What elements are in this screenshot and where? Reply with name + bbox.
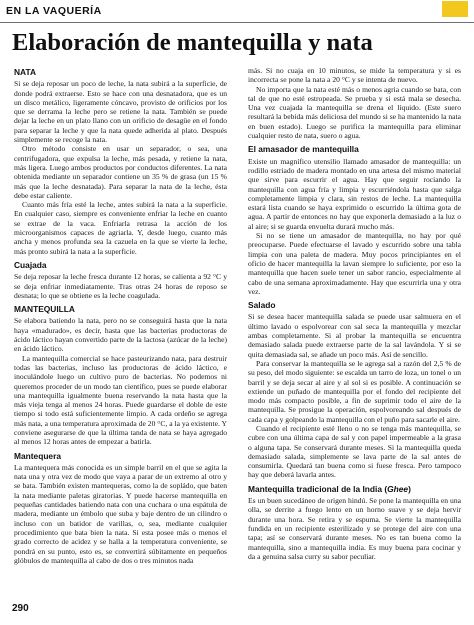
- paragraph: más. Si no cuaja en 10 minutos, se mide la temperatura y si es incorrecta se pone la nata a 20 °C y se intenta de nuevo.: [248, 66, 461, 85]
- running-header: [0, 0, 474, 23]
- paragraph: Si no se tiene un amasador de mantequilla, no hay por qué preocuparse. Puede efectuarse el lavado y escurrido sobre una tabla limpia con una paleta de madera. Muy pocos principiantes en el oficio de hacer mantequilla la lavan siempre lo suficiente, por eso la mantequilla que hacen suele tener un sabor rancio, especialmente al cabo de una semana aproximadamente. Hay que escurrirla una y otra vez.: [248, 231, 461, 296]
- paragraph: Es un buen sucedáneo de origen hindú. Se pone la mantequilla en una olla, se derrite a fuego lento en un horno suave y se deja hervir durante una hora. Se retira y se espuma. Se vierte la mantequilla fundida en un recipiente esterilizado y se protege del aire con una tapa; así se conservará durante meses. No es tan buena como la mantequilla, sino a mantequilla india. Es muy buena para cocinar y da a genuina salsa curry su sabor peculiar.: [248, 496, 461, 561]
- paragraph: Se deja reposar la leche fresca durante 12 horas, se calienta a 92 °C y se deja enfriar inmediatamente. Tras otras 24 horas de reposo se desnata; lo que se obtiene es la leche coagulada.: [14, 272, 227, 300]
- paragraph: Cuando el recipiente esté lleno o no se tenga más mantequilla, se cubre con una última capa de sal y con papel impermeable a la grasa o alguna tapa. Se conservará durante meses. Si la mantequilla queda demasiado salada, simplemente se lava parte de la sal antes de consumirla. Quedará tan buena como si fuese fresca. Pero tampoco hay que deberá lavarla antes.: [248, 423, 461, 480]
- header-tab-marker: [442, 1, 468, 17]
- paragraph: La mantequilla comercial se hace pasteurizando nata, para destruir todas las bacterias, incluso las productoras de ácido láctico, e inoculándole luego un cultivo puro de bacterias. No podemos ni queremos proceder de un modo tan científico, pues se puede elaborar una mantequilla igualmente buena reservando la nata hasta que la más vieja tenga al menos 24 horas. Puede guardarse el doble de este tiempo si todo está suficientemente limpio. A cada ordeño se agrega más nata, a una temperatura aproximada de 20 °C, a la ya existente. Y conviene asegurarse de que la última tanda de nata se haya agregado al menos 12 horas antes de empezar a batirla.: [14, 353, 227, 447]
- heading-ghee-main: Mantequilla tradicional de la India (: [248, 483, 388, 494]
- heading-cuajada: Cuajada: [14, 259, 47, 270]
- paragraph: Existe un magnífico utensilio llamado amasador de mantequilla: un rodillo estriado de madera montado en una artesa del mismo material que sirve para escurrir el agua. Hay que seguir rociando la mantequilla con agua fría y limpia y escurriéndola hasta que salga completamente limpia y clara, sin restos de leche. La mantequilla estará lista cuando se haya exprimido o escurrido la última gota de agua. A partir de entonces no hay que exponerla demasiado a la luz o al aire; si se guarda envuelta durará mucho más.: [248, 156, 461, 231]
- heading-salado: Salado: [248, 300, 276, 311]
- page-number: 290: [12, 603, 29, 614]
- heading-nata: NATA: [14, 67, 37, 77]
- paragraph: Cuanto más fría esté la leche, antes subirá la nata a la superficie. En cualquier caso, siempre es conveniente enfriar la leche en cuanto se extrae de la vaca. Enfriarla retrasa la acción de los microorganismos capaces de agriarla. Y, desde luego, cuanto más ancha y menos profunda sea la cazuela en la que se vierte la leche, más pronto subirá la nata a la superficie.: [14, 200, 227, 256]
- paragraph: Otro método consiste en usar un separador, o sea, una centrifugadora, que expulsa la leche, más pesada, y retiene la nata, más ligera. Luego ambos productos por conductos diferentes. La nata obtenida mediante un separador contiene un 35 % de grasa (un 15 % más que la leche desnatada). Para separar la nata de la leche, ésta debe estar caliente.: [14, 144, 227, 200]
- heading-mantequilla: MANTEQUILLA: [14, 304, 75, 315]
- paragraph: Se elabora batiendo la nata, pero no se conseguirá hasta que la nata haya «madurado», es decir, hasta que las bacterias productoras de ácido láctico hayan convertido parte de la lactosa (azúcar de la leche) en ácido láctico.: [14, 316, 227, 354]
- section-label: EN LA VAQUERÍA: [6, 5, 102, 17]
- heading-mantequera: Mantequera: [14, 450, 62, 461]
- heading-ghee: [248, 485, 461, 494]
- paragraph: La mantequera más conocida es un simple barril en el que se agita la nata una y otra vez de modo que vaya a parar de un extremo al otro y se bata. También existen mantequeras, como la de sopládo, que baten la nata mediante paletas giratorias. Y puede hacerse mantequilla en pequeñas cantidades batiendo nata con una cuchara o una espátula de madera, mediante un émbolo que suba y baje dentro de un cilindro o incluso con un batidor de varillas, o, sea, mediante cualquier procedimiento que bata bien la nata. Si esta posee más o menos el grado correcto de acidez y se halla a la temperatura conveniente, se pondrá en su punto, esto es, se convertirá súbitamente en pequeños glóbulos de mantequilla al cabo de dos o tres minutos nada: [14, 462, 227, 565]
- paragraph: Para conservar la mantequilla se le agrega sal a razón del 2,5 % de su peso, del modo siguiente: se escalda un tarro de loza, un tonel o un barril y se deja secar al aire y al sol si es posible. A continuación se extiende un puñado de mantequilla por el fondo del recipiente del modo más compacto posible, a fin de suprimir todo el aire de la mantequilla. Se prosigue la operación, espolvoreando sal después de cada capa y golpeando la mantequilla con el puño para sacarle el aire.: [248, 358, 461, 424]
- paragraph: No importa que la nata esté más o menos agria cuando se bata, con tal de que no esté estropeada. Se prueba y si está mala se desecha. Una vez cuajada la mantequilla se drena el líquido. (Este suero resultará la bebida más deliciosa del mundo si se ha mantenido la nata en buen estado). Luego se purifica la mantequilla para eliminar cualquier resto de nata, suero o agua.: [248, 84, 461, 141]
- right-column: [248, 66, 461, 561]
- paragraph: Si se desea hacer mantequilla salada se puede usar salmuera en el último lavado o espolvorear con sal seca la mantequilla y mezclar ambas completamente. Si al probar la mantequilla se encuentra demasiado salada puede extraerse parte de la sal lavándola. Y si se quita demasiada sal, se añade un poco más. Así de sencillo.: [248, 312, 461, 359]
- heading-amasador: El amasador de mantequilla: [248, 144, 359, 155]
- left-column: [14, 68, 227, 565]
- heading-ghee-close: ): [408, 483, 411, 494]
- heading-ghee-word: Ghee: [387, 483, 409, 494]
- page-title: Elaboración de mantequilla y nata: [12, 29, 373, 56]
- paragraph: Si se deja reposar un poco de leche, la nata subirá a la superficie, de donde podrá extraerse. Esto se hace con una desnatadora, que es un un disco metálico, ligeramente cóncavo, provisto de orificios por los que se derrama la leche pero se retiene la nata. También se puede dejar la leche en un plato llano con un orificio de desagüe en el fondo para separar la leche y que la nata quede adherida al plato. Después simplemente se recoge la nata.: [14, 79, 227, 145]
